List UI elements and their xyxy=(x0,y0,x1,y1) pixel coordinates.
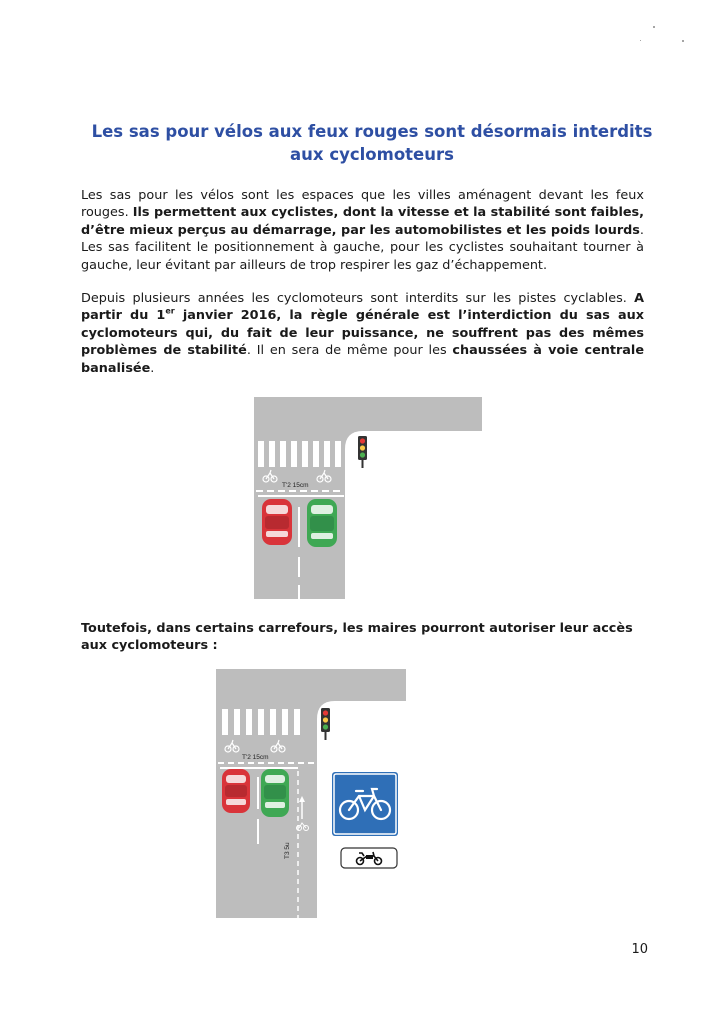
paragraph-cycle-boxes xyxy=(81,187,644,274)
p2-bold-2: janvier 2016, la règle générale est l’interdiction du sas aux cyclomoteurs qui, du fait de leur puissance, ne souffrent pas des mêmes problèmes de stabilité xyxy=(81,308,644,359)
p1-bold-1: Ils permettent aux cyclistes, dont la vitesse et la stabilité sont faibles, d’être mieux perçus au démarrage, par les automobilistes et les poids lourds xyxy=(81,205,644,238)
green-car xyxy=(307,499,337,547)
p2-bold-1: A partir du 1 xyxy=(81,291,644,324)
red-car xyxy=(222,769,250,813)
moped-panel-icon xyxy=(340,847,398,869)
p2-text-3: . xyxy=(150,360,155,376)
cycle-path-sign-icon xyxy=(332,772,398,836)
paragraph-exception: Toutefois, dans certains carrefours, les maires pourront autoriser leur accès aux cyclomoteurs : xyxy=(81,621,633,654)
title-line-2: aux cyclomoteurs xyxy=(290,145,454,164)
scan-speck xyxy=(640,40,641,41)
title-line-1: Les sas pour vélos aux feux rouges sont désormais interdits xyxy=(91,122,653,141)
marking-label: T'2 15cm xyxy=(282,482,309,489)
marking-label: T'2 15cm xyxy=(242,754,269,761)
lane-label: T3 5u xyxy=(284,842,291,859)
p2-text-1: Depuis plusieurs années les cyclomoteurs sont interdits sur les pistes cyclables. xyxy=(81,291,635,306)
red-car xyxy=(262,499,292,545)
page-number: 10 xyxy=(631,942,648,957)
p2-sup: er xyxy=(165,307,175,317)
p1-text-1: Les sas pour les vélos sont les espaces que les villes aménagent devant les feux rouges. xyxy=(81,188,644,221)
page-title xyxy=(80,120,664,166)
scan-speck xyxy=(682,40,684,42)
p1-text-2: . Les sas facilitent le positionnement à gauche, pour les cyclistes souhaitant tourner à gauche, leur évitant par ailleurs de trop respirer les gaz d’échappement. xyxy=(81,222,644,273)
green-car xyxy=(261,769,289,817)
p2-bold-3: chaussées à voie centrale banalisée xyxy=(81,343,644,376)
paragraph-moped-rule xyxy=(81,290,644,377)
scan-speck xyxy=(653,26,655,28)
intersection-diagram-1 xyxy=(254,397,482,599)
p2-text-2: . Il en sera de même pour les xyxy=(246,343,453,359)
